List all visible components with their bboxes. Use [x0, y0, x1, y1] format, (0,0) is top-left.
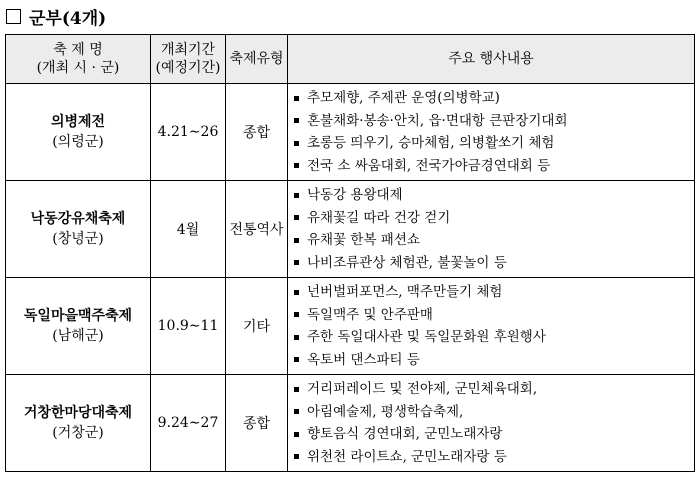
event-item: [294, 326, 690, 349]
table-row: [6, 278, 695, 375]
festival-period: 9.24∼27: [151, 375, 226, 472]
festival-name-cell: [6, 181, 151, 278]
festival-county: (거창군): [52, 425, 104, 441]
header-name-line1: 축 제 명: [53, 42, 103, 58]
event-list: [294, 378, 690, 468]
event-item: [294, 281, 690, 304]
event-item: [294, 252, 690, 275]
event-item: [294, 304, 690, 327]
table-row: [6, 181, 695, 278]
festival-name-cell: [6, 84, 151, 181]
square-bullet-icon: [294, 163, 299, 168]
event-text: 유채꽃길 따라 건강 걷기: [307, 209, 451, 226]
festival-name: 의병제전: [50, 114, 106, 130]
event-item: [294, 132, 690, 155]
festival-name: 거창한마당대축제: [23, 405, 133, 421]
table-row: [6, 375, 695, 472]
square-bullet-icon: [294, 215, 299, 220]
header-period: [151, 35, 226, 84]
header-type: 축제유형: [226, 35, 288, 84]
square-bullet-icon: [294, 387, 299, 392]
festival-events-cell: [288, 84, 695, 181]
header-period-line1: 개최기간: [160, 42, 216, 58]
square-bullet-icon: [294, 454, 299, 459]
event-item: [294, 401, 690, 424]
square-bullet-icon: [294, 118, 299, 123]
square-bullet-icon: [294, 260, 299, 265]
table-header-row: [6, 35, 695, 84]
square-bullet-icon: [294, 312, 299, 317]
event-item: [294, 229, 690, 252]
header-period-line2: (예정기간): [155, 60, 221, 76]
header-festival-name: [6, 35, 151, 84]
festival-name-cell: [6, 278, 151, 375]
festival-type: 기타: [226, 278, 288, 375]
event-text: 주한 독일대사관 및 독일문화원 후원행사: [307, 329, 546, 345]
festival-name: 독일마을맥주축제: [23, 308, 133, 324]
event-text: 옥토버 댄스파티 등: [307, 351, 420, 368]
festival-events-cell: [288, 181, 695, 278]
festival-period: 4월: [151, 181, 226, 278]
festival-county: (창녕군): [52, 231, 104, 247]
festival-table: [5, 34, 695, 472]
festival-type: 종합: [226, 375, 288, 472]
square-bullet-icon: [294, 141, 299, 146]
event-text: 위천천 라이트쇼, 군민노래자랑 등: [307, 448, 507, 465]
square-bullet-icon: [294, 357, 299, 362]
event-item: [294, 349, 690, 372]
festival-events-cell: [288, 375, 695, 472]
event-text: 초롱등 띄우기, 승마체험, 의병활쏘기 체험: [307, 135, 555, 151]
event-text: 유채꽃 한복 패션쇼: [307, 232, 420, 248]
square-bullet-icon: [294, 96, 299, 101]
section-title: 군부(4개): [29, 8, 107, 29]
event-list: [294, 184, 690, 274]
festival-period: 10.9∼11: [151, 278, 226, 375]
event-text: 넌버벌퍼포먼스, 맥주만들기 체험: [307, 284, 503, 300]
event-text: 거리퍼레이드 및 전야제, 군민체육대회,: [307, 381, 538, 397]
festival-county: (남해군): [52, 328, 104, 344]
event-item: [294, 155, 690, 178]
festival-type: 종합: [226, 84, 288, 181]
event-item: [294, 446, 690, 469]
table-row: [6, 84, 695, 181]
event-item: [294, 378, 690, 401]
festival-name: 낙동강유채축제: [30, 211, 126, 227]
event-text: 전국 소 싸움대회, 전국가야금경연대회 등: [307, 157, 551, 174]
event-item: [294, 207, 690, 230]
header-name-line2: (개최 시 · 군): [36, 60, 120, 76]
checkbox-square-icon: [6, 9, 21, 24]
event-item: [294, 423, 690, 446]
square-bullet-icon: [294, 290, 299, 295]
festival-events-cell: [288, 278, 695, 375]
festival-type: 전통역사: [226, 181, 288, 278]
square-bullet-icon: [294, 238, 299, 243]
square-bullet-icon: [294, 409, 299, 414]
event-text: 혼불채화·봉송·안치, 읍·면대항 큰판장기대회: [307, 112, 568, 129]
event-text: 아림예술제, 평생학습축제,: [307, 403, 464, 420]
event-text: 독일맥주 및 안주판매: [307, 306, 433, 323]
event-item: [294, 87, 690, 110]
event-text: 향토음식 경연대회, 군민노래자랑: [307, 426, 503, 442]
square-bullet-icon: [294, 335, 299, 340]
square-bullet-icon: [294, 432, 299, 437]
festival-name-cell: [6, 375, 151, 472]
festival-county: (의령군): [52, 134, 104, 150]
event-list: [294, 87, 690, 177]
event-text: 추모제향, 주제관 운영(의병학교): [307, 90, 500, 106]
square-bullet-icon: [294, 193, 299, 198]
header-events: 주요 행사내용: [288, 35, 695, 84]
event-item: [294, 184, 690, 207]
event-item: [294, 110, 690, 133]
festival-period: 4.21∼26: [151, 84, 226, 181]
event-list: [294, 281, 690, 371]
event-text: 나비조류관상 체험관, 불꽃놀이 등: [307, 254, 507, 271]
event-text: 낙동강 용왕대제: [307, 187, 403, 203]
section-heading: [6, 4, 106, 28]
